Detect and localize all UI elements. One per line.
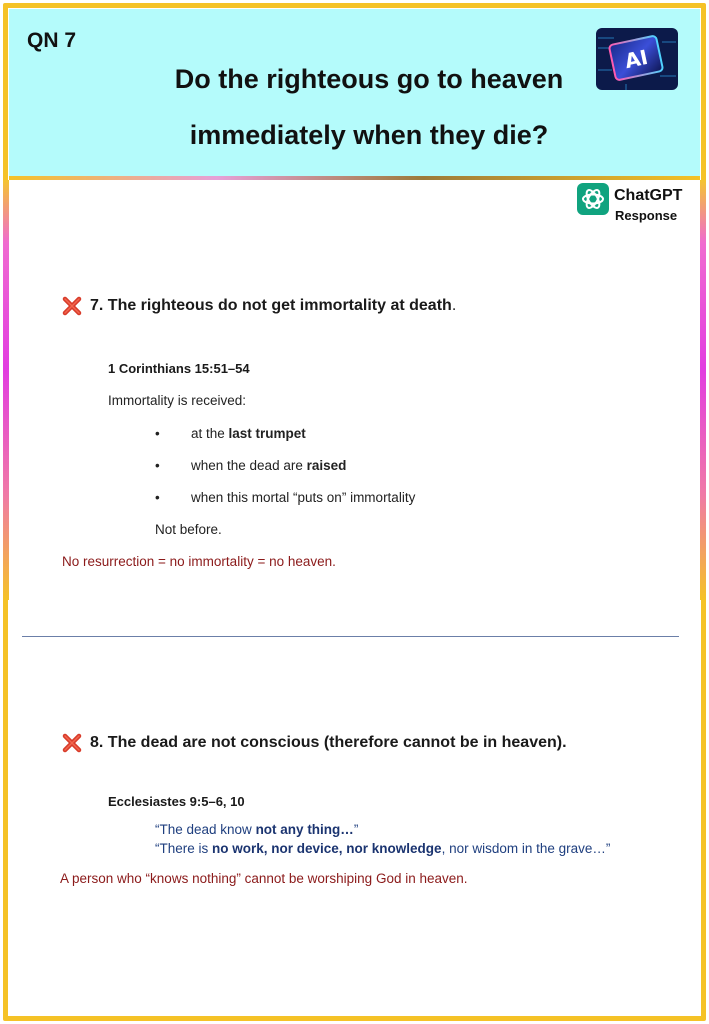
title-line-1: Do the righteous go to heaven [174, 64, 564, 94]
header-banner [9, 9, 700, 179]
bullet-dot: • [155, 458, 160, 473]
quote-text: ” [353, 822, 359, 837]
bullet-dot: • [155, 490, 160, 505]
quote-line-2 [155, 841, 610, 856]
quote-line-1 [155, 822, 358, 837]
header-bottom-rule [9, 176, 700, 180]
immortality-intro: Immortality is received: [108, 393, 247, 408]
chatgpt-badge [577, 183, 697, 227]
cross-mark-icon [62, 733, 82, 753]
point-7-heading [62, 296, 456, 316]
point-8-text: 8. The dead are not conscious (therefore cannot be in heaven). [90, 734, 567, 751]
bullet-text: when this mortal “puts on” immortality [191, 490, 416, 505]
point-7-text: 7. The righteous do not get immortality at death [90, 297, 452, 314]
frame-right-accent [700, 180, 706, 600]
question-number: QN 7 [27, 29, 77, 52]
quote-bold: not any thing… [255, 822, 354, 837]
bullet-bold: last trumpet [228, 426, 306, 441]
ai-chip-icon [596, 28, 678, 90]
not-before-text: Not before. [155, 522, 222, 537]
quote-bold: no work, nor device, nor knowledge [212, 841, 442, 856]
point-8-heading [62, 733, 567, 753]
conclusion-7: No resurrection = no immortality = no heaven. [62, 554, 336, 569]
quote-text: “There is [155, 841, 213, 856]
bullet-bold: raised [306, 458, 347, 473]
section-divider [22, 636, 679, 637]
frame-left-accent [3, 180, 9, 600]
badge-title: ChatGPT [614, 187, 683, 204]
reference-corinthians: 1 Corinthians 15:51–54 [108, 361, 250, 376]
badge-subtitle: Response [615, 208, 678, 223]
bullet-text: when the dead are [191, 458, 307, 473]
point-7-period: . [451, 297, 457, 314]
svg-text:AI: AI [622, 44, 650, 74]
quote-text: , nor wisdom in the grave…” [441, 841, 611, 856]
cross-mark-icon [62, 296, 82, 316]
chatgpt-logo-icon [577, 183, 609, 215]
bullet-dot: • [155, 426, 160, 441]
reference-ecclesiastes: Ecclesiastes 9:5–6, 10 [108, 794, 245, 809]
bullet-text: at the [191, 426, 229, 441]
title-line-2: immediately when they die? [189, 120, 549, 150]
page-title [69, 51, 669, 163]
conclusion-8: A person who “knows nothing” cannot be worshiping God in heaven. [60, 871, 468, 886]
quote-text: “The dead know [155, 822, 256, 837]
